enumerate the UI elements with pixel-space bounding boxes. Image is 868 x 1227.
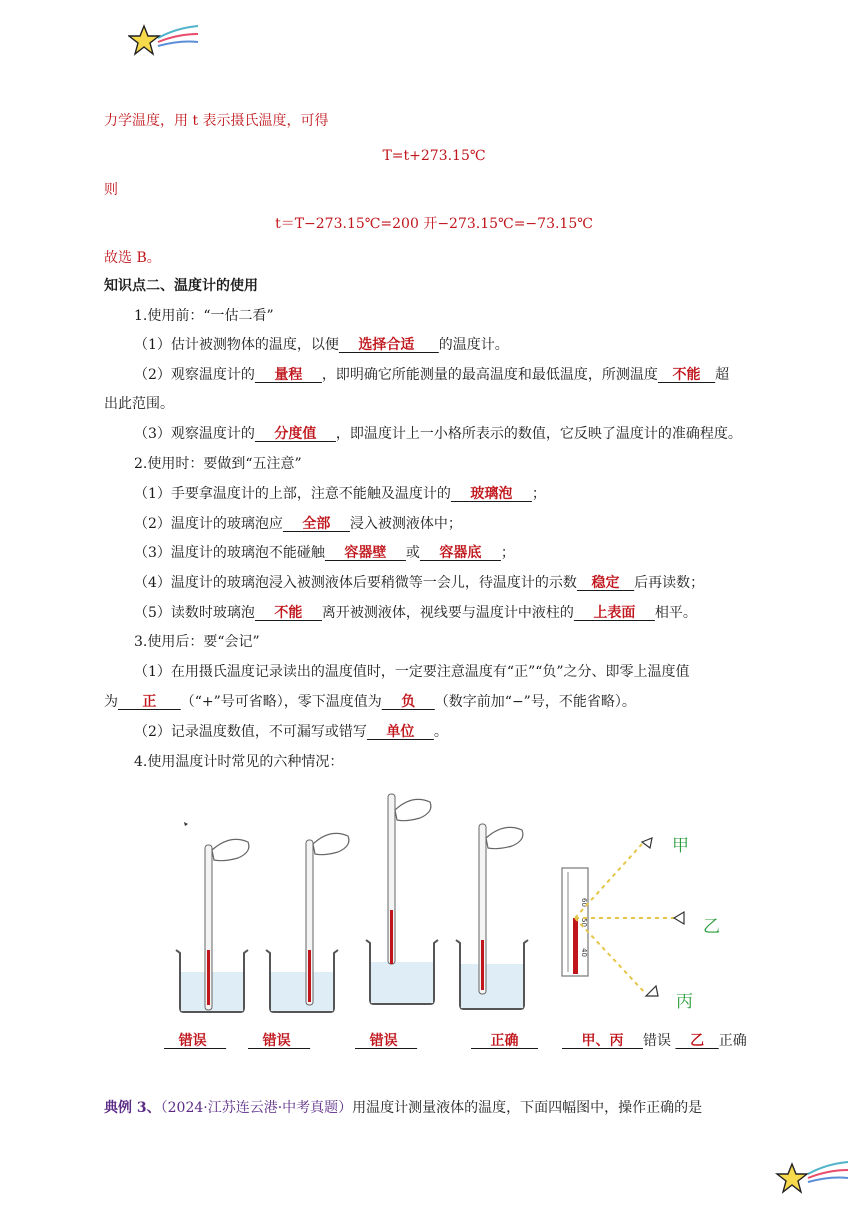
formula-line: t＝T−273.15℃=200 开−273.15℃=−73.15℃	[275, 216, 593, 232]
subsection-heading: 2.使用时：要做到“五注意”	[134, 456, 302, 472]
solution-line: 则	[104, 182, 118, 198]
answer-blank: 分度值	[254, 426, 336, 442]
paragraph: （3）观察温度计的 分度值 ，即温度计上一小格所表示的数值，它反映了温度计的准确程度。	[134, 426, 742, 442]
answer-blank: 量程	[254, 367, 322, 383]
answer-blank: 单位	[366, 724, 434, 740]
eye-icon	[646, 986, 658, 996]
paragraph: （1）估计被测物体的温度，以便 选择合适 的温度计。	[134, 337, 509, 353]
solution-line: 力学温度，用 t 表示摄氏温度，可得	[104, 113, 329, 129]
answer-blank: 不能	[657, 367, 716, 383]
paragraph: （2）观察温度计的 量程 ，即明确它所能测量的最高温度和最低温度，所测温度 不能 超	[134, 367, 730, 383]
thermometer-usage-figure	[170, 790, 770, 1025]
answer-blank: 上表面	[573, 605, 655, 621]
figure-caption: 错误	[248, 1033, 311, 1049]
answer-blank: 不能	[254, 605, 322, 621]
shooting-star-icon	[774, 1158, 850, 1200]
svg-text:40: 40	[580, 948, 588, 957]
eye-icon	[642, 838, 652, 848]
svg-text:甲: 甲	[672, 836, 689, 856]
paragraph: （5）读数时玻璃泡 不能 离开被测液体，视线要与温度计中液柱的 上表面 相平。	[134, 605, 697, 621]
paragraph: （4）温度计的玻璃泡浸入被测液体后要稍微等一会儿，待温度计的示数 稳定 后再读数；	[134, 575, 705, 591]
figure-caption: 正确	[471, 1033, 538, 1049]
paragraph: 出此范围。	[104, 396, 174, 412]
answer-blank: 容器壁	[324, 545, 406, 561]
section-title: 知识点二、温度计的使用	[104, 278, 258, 294]
figure-caption: 错误	[164, 1033, 227, 1049]
paragraph: （1）手要拿温度计的上部，注意不能触及温度计的 玻璃泡 ；	[134, 486, 546, 502]
subsection-heading: 1.使用前：“一估二看”	[134, 308, 274, 324]
beaker-scene-2	[266, 833, 349, 1012]
paragraph: （2）温度计的玻璃泡应 全部 浸入被测液体中；	[134, 516, 462, 532]
eye-level-diagram	[562, 836, 720, 1012]
subsection-heading: 3.使用后：要“会记”	[134, 634, 260, 650]
example-question: 典例 3、（2024·江苏连云港·中考真题）用温度计测量液体的温度，下面四幅图中，操作正确的是	[104, 1100, 703, 1116]
paragraph: （2）记录温度数值，不可漏写或错写 单位 。	[134, 724, 448, 740]
svg-text:乙: 乙	[703, 917, 720, 937]
solution-conclusion: 故选 B。	[104, 250, 161, 266]
svg-text:丙: 丙	[676, 992, 693, 1012]
answer-blank: 正	[118, 694, 181, 710]
figure-caption: 甲、丙 错误 乙 正确	[562, 1033, 747, 1049]
answer-blank: 选择合适	[338, 337, 439, 353]
figure-caption: 错误	[355, 1033, 418, 1049]
svg-text:60: 60	[580, 898, 588, 907]
beaker-scene-4	[456, 824, 528, 1009]
answer-blank: 玻璃泡	[450, 486, 532, 502]
subsection-heading: 4.使用温度计时常见的六种情况：	[134, 754, 344, 770]
paragraph: （1）在用摄氏温度记录读出的温度值时，一定要注意温度有“正”“负”之分、即零上温度值	[134, 664, 690, 680]
answer-blank: 全部	[282, 516, 350, 532]
beaker-scene-3	[366, 794, 438, 1004]
answer-blank: 负	[381, 694, 435, 710]
svg-text:50: 50	[580, 918, 588, 927]
eye-icon	[674, 912, 684, 924]
paragraph: 为 正 （“+”号可省略），零下温度值为 负 （数字前加“−”号，不能省略）。	[104, 694, 636, 710]
formula-line: T=t+273.15℃	[382, 148, 486, 164]
answer-blank: 稳定	[576, 575, 635, 591]
shooting-star-icon	[128, 22, 200, 64]
paragraph: （3）温度计的玻璃泡不能碰触 容器壁 或 容器底 ；	[134, 545, 515, 561]
answer-blank: 容器底	[419, 545, 501, 561]
beaker-scene-1	[176, 822, 249, 1012]
